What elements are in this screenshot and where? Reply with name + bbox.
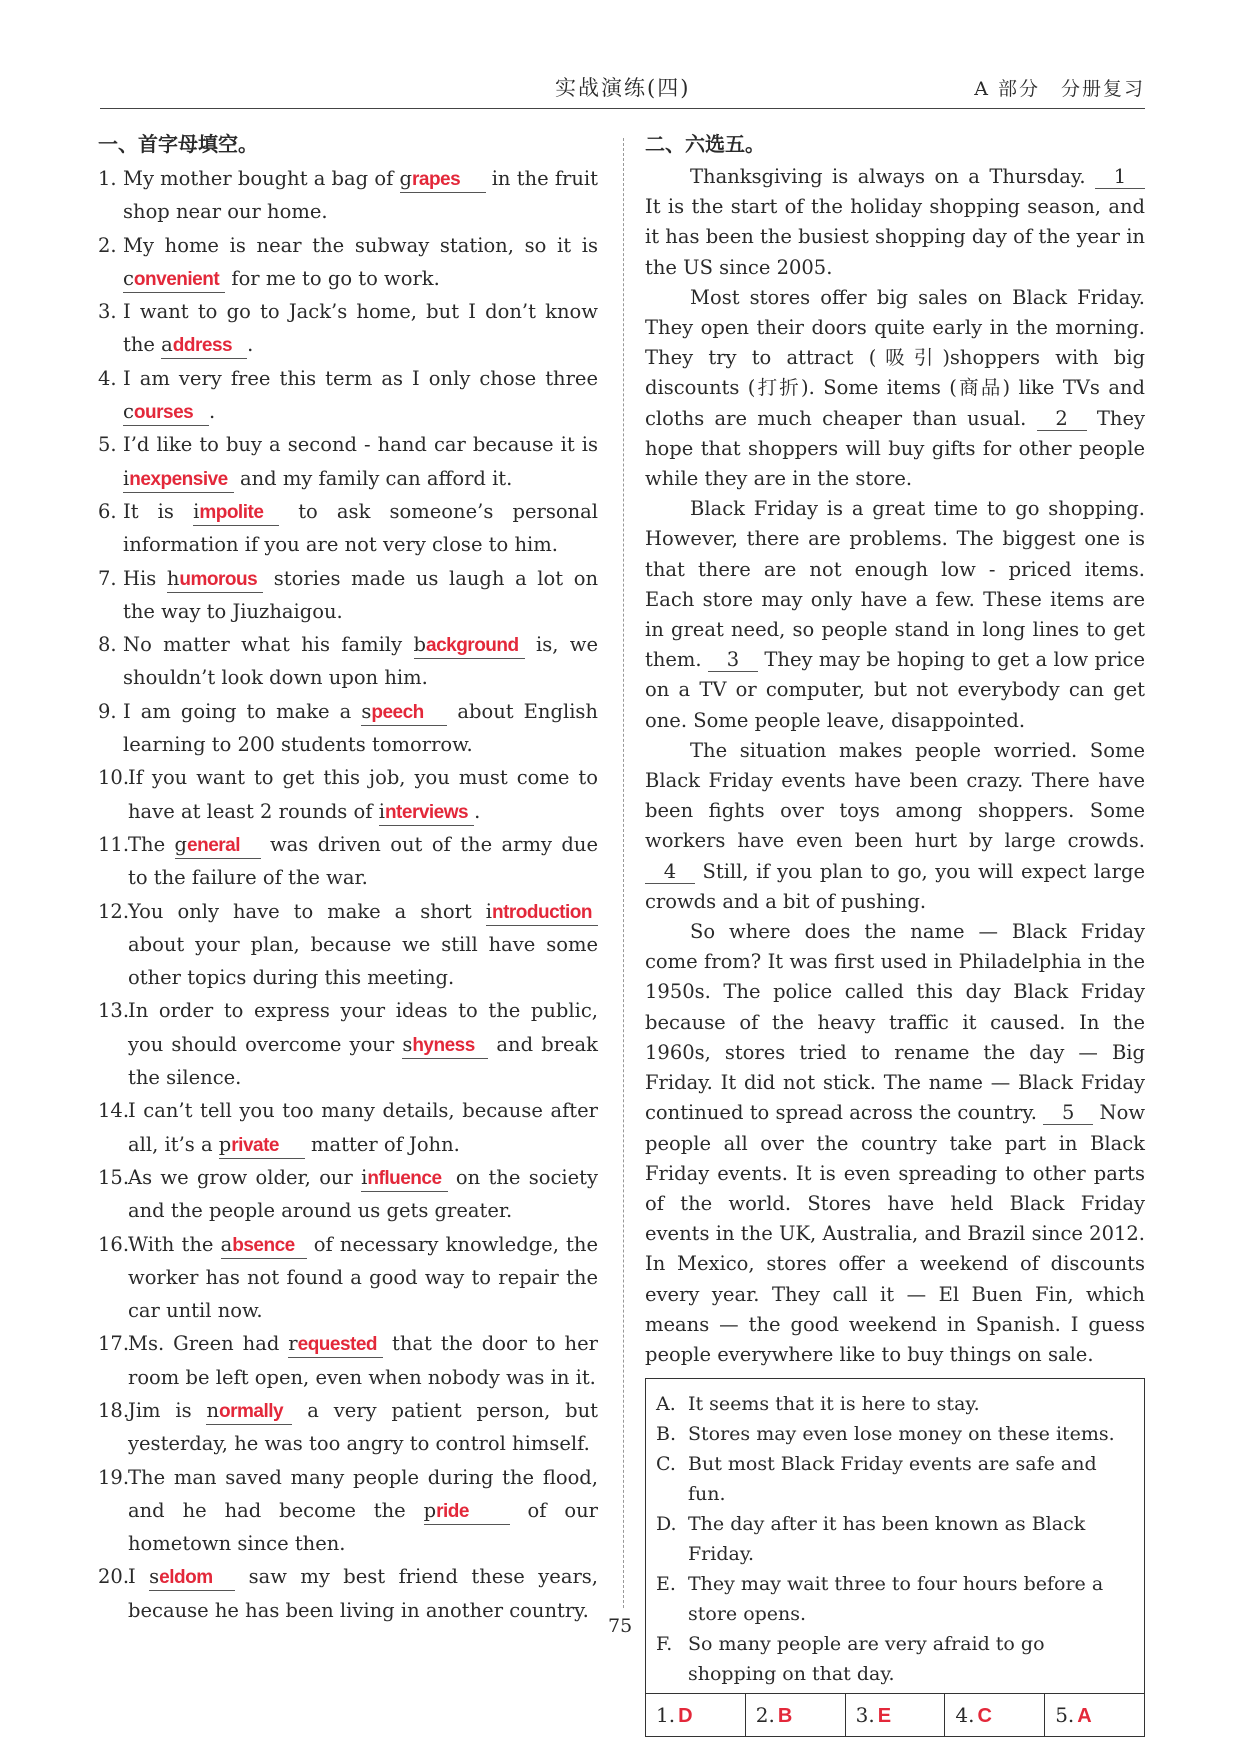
question-item: [98, 1394, 598, 1461]
first-letter: i: [485, 899, 492, 923]
passage: [645, 162, 1145, 1370]
answer-blank: [400, 167, 486, 193]
answer-blank: [402, 1033, 488, 1059]
answer-number: 4.: [955, 1703, 975, 1728]
question-number: 8.: [98, 633, 117, 657]
answer-cell: [746, 1694, 846, 1736]
question-text: [98, 1461, 598, 1561]
paragraph-text: Thanksgiving is always on a Thursday.: [690, 165, 1086, 188]
question-item: [98, 1461, 598, 1561]
section-label: A 部分 分册复习: [974, 78, 1145, 100]
question-number: 9.: [98, 699, 117, 723]
question-pre: The: [128, 832, 175, 856]
question-number: 10.: [98, 766, 130, 790]
question-post: was driven out of the army due to the failure of the war.: [128, 832, 598, 890]
header-rule: [100, 108, 1145, 109]
answer-blank: [149, 1565, 235, 1591]
question-post: saw my best friend these years, because he has been living in another country.: [128, 1565, 598, 1622]
part2-reading: [645, 128, 1145, 1737]
question-number: 2.: [98, 233, 117, 257]
question-item: [98, 1327, 598, 1394]
question-pre: My mother bought a bag of: [123, 167, 400, 190]
option-text: So many people are very afraid to go shopping on that day.: [688, 1633, 1045, 1686]
option-item: [656, 1509, 1134, 1569]
first-letter: r: [288, 1332, 298, 1356]
answer-cell: [945, 1694, 1045, 1736]
question-post: of our hometown since then.: [128, 1498, 598, 1556]
question-item: [98, 761, 598, 828]
option-text: The day after it has been known as Black Friday.: [688, 1513, 1086, 1566]
question-list: [98, 162, 598, 1627]
question-number: 7.: [98, 566, 117, 590]
question-post: to ask someone’s personal information if you are not very close to him.: [123, 499, 599, 557]
answer-fill: ackground: [426, 635, 519, 657]
answer-fill: eneral: [187, 834, 240, 856]
question-post: and my family can afford it.: [233, 466, 513, 490]
answer-fill: onvenient: [133, 268, 220, 290]
option-letter: B.: [656, 1423, 677, 1446]
question-number: 13.: [98, 999, 130, 1023]
option-list: [646, 1379, 1144, 1693]
answer-letter: D: [678, 1705, 693, 1728]
first-letter: n: [206, 1398, 220, 1422]
question-item: [98, 362, 598, 429]
question-text: [98, 828, 598, 895]
passage-paragraph: [645, 736, 1145, 917]
question-post: a very patient person, but yesterday, he was too angry to control himself.: [128, 1398, 599, 1456]
option-item: [656, 1419, 1134, 1449]
answer-blank: [361, 1166, 447, 1192]
question-number: 11.: [98, 832, 130, 856]
passage-blank: 5: [1043, 1102, 1093, 1125]
question-text: [98, 1560, 598, 1627]
question-number: 16.: [98, 1232, 130, 1256]
question-number: 12.: [98, 899, 130, 923]
answer-fill: hyness: [412, 1034, 475, 1056]
question-number: 5.: [98, 433, 117, 457]
question-text: [98, 1228, 598, 1328]
question-text: [98, 162, 598, 229]
answer-fill: bsence: [232, 1234, 295, 1256]
answer-blank: [167, 567, 263, 593]
question-item: [98, 895, 598, 995]
option-item: [656, 1449, 1134, 1509]
question-pre: I can’t tell you too many details, because after all, it’s a: [128, 1099, 598, 1156]
question-number: 6.: [98, 499, 117, 523]
question-pre: I am very free this term as I only chose three: [123, 366, 598, 390]
question-post: .: [209, 400, 216, 424]
option-letter: A.: [656, 1393, 676, 1416]
question-pre: Ms. Green had: [128, 1332, 289, 1356]
page-title: 实战演练(四): [555, 76, 691, 100]
passage-blank: 2: [1037, 408, 1087, 431]
option-text: But most Black Friday events are safe and fun.: [688, 1453, 1097, 1506]
answer-fill: rivate: [231, 1134, 279, 1156]
answer-blank: [288, 1332, 383, 1358]
answer-number: 5.: [1055, 1703, 1075, 1728]
paragraph-text: It is the start of the holiday shopping season, and it has been the busiest shopping day of the year in the US since 2005.: [645, 195, 1145, 279]
option-letter: F.: [656, 1633, 673, 1656]
question-item: [98, 562, 598, 629]
question-number: 4.: [98, 366, 117, 390]
question-number: 14.: [98, 1099, 130, 1123]
answer-grid: [646, 1693, 1144, 1736]
answer-fill: rapes: [411, 169, 461, 190]
question-pre: If you want to get this job, you must come to have at least 2 rounds of: [128, 766, 598, 823]
question-text: [98, 295, 598, 362]
question-item: [98, 1560, 598, 1627]
paragraph-text: They hope that shoppers will buy gifts for other people while they are in the store.: [645, 406, 1145, 491]
answer-fill: nterviews: [384, 801, 469, 823]
answer-blank: [486, 900, 598, 926]
question-number: 15.: [98, 1165, 130, 1189]
passage-paragraph: [645, 283, 1145, 494]
part2-title: 二、六选五。: [645, 132, 765, 156]
question-item: [98, 162, 598, 229]
question-text: [98, 495, 598, 562]
question-post: about your plan, because we still have some other topics during this meeting.: [128, 932, 598, 990]
question-number: 19.: [98, 1465, 130, 1489]
question-pre: My home is near the subway station, so it is: [123, 233, 598, 257]
question-text: [98, 628, 598, 695]
question-pre: The man saved many people during the flood, and he had become the: [128, 1465, 598, 1522]
question-item: [98, 695, 598, 762]
first-letter: p: [218, 1132, 232, 1156]
first-letter: s: [149, 1565, 160, 1589]
question-item: [98, 495, 598, 562]
question-text: [98, 1394, 598, 1461]
question-item: [98, 628, 598, 695]
first-letter: g: [399, 167, 412, 190]
part1-title: 一、首字母填空。: [98, 132, 258, 156]
question-text: [98, 1161, 598, 1228]
answer-letter: C: [977, 1705, 992, 1728]
question-post: matter of John.: [304, 1132, 460, 1156]
first-letter: a: [161, 333, 173, 357]
paragraph-text: So where does the name — Black Friday come from? It was first used in Philadelphia in the 1950s. The police called this day Black Friday because of the heavy traffic it caused. In the 1960s, stores tried to rename the day — Big Friday. It did not stick. The name — Black Friday continued to spread across the country.: [645, 920, 1145, 1125]
answer-blank: [123, 467, 234, 493]
question-number: 20.: [98, 1565, 130, 1589]
question-post: about English learning to 200 students tomorrow.: [123, 699, 598, 757]
question-item: [98, 428, 598, 495]
paragraph-text: Black Friday is a great time to go shopping. However, there are problems. The biggest one is that there are not enough low - priced items. Each store may only have a few. These items are in great need, so people stand in long lines to get them.: [645, 497, 1145, 672]
paragraph-text: The situation makes people worried. Some Black Friday events have been crazy. There have been fights over toys among shoppers. Some workers have even been hurt by large crowds.: [645, 738, 1145, 853]
question-post: stories made us laugh a lot on the way to Jiuzhaigou.: [123, 566, 599, 623]
question-post: in the fruit shop near our home.: [123, 167, 598, 224]
answer-blank: [123, 400, 209, 426]
answer-letter: B: [777, 1705, 793, 1728]
passage-paragraph: [645, 494, 1145, 736]
option-item: [656, 1569, 1134, 1629]
question-text: [98, 695, 598, 762]
column-divider: [623, 138, 624, 1608]
question-text: [98, 362, 598, 429]
question-text: [98, 1327, 598, 1394]
first-letter: s: [361, 699, 372, 723]
answer-letter: A: [1077, 1705, 1092, 1728]
option-text: It seems that it is here to stay.: [688, 1393, 980, 1416]
question-pre: In order to express your ideas to the public, you should overcome your: [128, 999, 598, 1056]
question-number: 17.: [98, 1332, 130, 1356]
passage-blank: 1: [1095, 166, 1145, 189]
paragraph-text: Now people all over the country take part in Black Friday events. It is even spreading to other parts of the world. Stores have held Black Friday events in the UK, Australia, and Brazil since 2012. In Mexico, stores offer a weekend of discounts every year. They call it — El Buen Fin, which means — the good weekend in Spanish. I guess people everywhere like to buy things on sale.: [645, 1101, 1146, 1366]
answer-fill: ride: [436, 1500, 469, 1522]
answer-number: 1.: [656, 1703, 676, 1728]
answer-fill: ormally: [219, 1400, 284, 1422]
first-letter: i: [123, 466, 130, 490]
question-item: [98, 295, 598, 362]
answer-fill: peech: [371, 701, 424, 723]
first-letter: g: [174, 832, 188, 856]
question-number: 18.: [98, 1398, 130, 1422]
option-letter: D.: [656, 1513, 677, 1536]
first-letter: i: [361, 1165, 368, 1189]
question-post: is, we shouldn’t look down upon him.: [123, 633, 598, 690]
option-item: [656, 1629, 1134, 1689]
answer-blank: [219, 1133, 305, 1159]
answer-blank: [414, 633, 525, 659]
answer-cell: [1045, 1694, 1144, 1736]
answer-fill: mpolite: [199, 501, 264, 523]
question-item: [98, 994, 598, 1094]
option-item: [656, 1389, 1134, 1419]
question-text: [98, 562, 598, 629]
answer-number: 2.: [755, 1703, 775, 1728]
option-letter: C.: [656, 1453, 676, 1476]
question-post: for me to go to work.: [225, 266, 440, 290]
passage-paragraph: [645, 917, 1145, 1370]
answer-blank: [361, 700, 447, 726]
options-box: [645, 1378, 1145, 1737]
answer-fill: umorous: [179, 568, 258, 590]
question-text: [98, 1094, 598, 1161]
answer-letter: E: [877, 1705, 892, 1728]
question-pre: His: [123, 566, 167, 590]
question-pre: Jim is: [128, 1398, 207, 1422]
question-pre: I want to go to Jack’s home, but I don’t know the: [123, 300, 598, 357]
first-letter: p: [423, 1498, 437, 1522]
first-letter: s: [402, 1032, 413, 1056]
paragraph-text: They may be hoping to get a low price on a TV or computer, but not everybody can get one. Some people leave, disappointed.: [645, 648, 1146, 732]
paragraph-text: Still, if you plan to go, you will expect large crowds and a bit of pushing.: [645, 859, 1145, 913]
question-item: [98, 1094, 598, 1161]
page-header: [100, 66, 1145, 106]
question-text: [98, 428, 598, 495]
question-post: .: [247, 333, 254, 357]
question-pre: With the: [128, 1232, 221, 1256]
question-post: .: [474, 799, 481, 823]
question-text: [98, 994, 598, 1094]
part1-fill-in-blanks: [98, 128, 598, 1627]
question-post: and break the silence.: [128, 1032, 598, 1090]
answer-blank: [161, 333, 247, 359]
first-letter: a: [220, 1232, 233, 1256]
question-item: [98, 1161, 598, 1228]
question-item: [98, 229, 598, 296]
answer-blank: [123, 267, 225, 293]
paragraph-text: Most stores offer big sales on Black Friday. They open their doors quite early in the morning. They try to attract (吸引)shoppers with big discounts (打折). Some items (商品) like TVs and cloths are much cheaper than usual.: [645, 285, 1145, 430]
page-number: 75: [608, 1615, 633, 1637]
answer-blank: [193, 500, 279, 526]
question-post: of necessary knowledge, the worker has not found a good way to repair the car until now.: [128, 1232, 598, 1323]
question-item: [98, 1228, 598, 1328]
question-post: that the door to her room be left open, even when nobody was in it.: [128, 1332, 598, 1389]
passage-paragraph: [645, 162, 1145, 283]
answer-fill: ntroduction: [491, 901, 592, 923]
first-letter: c: [123, 266, 134, 290]
question-number: 1.: [98, 167, 117, 190]
first-letter: i: [193, 499, 200, 523]
answer-fill: equested: [297, 1334, 378, 1356]
answer-blank: [221, 1233, 307, 1259]
question-pre: You only have to make a short: [128, 899, 486, 923]
first-letter: h: [166, 566, 180, 590]
question-text: [98, 895, 598, 995]
first-letter: c: [123, 400, 134, 424]
option-text: They may wait three to four hours before a store opens.: [688, 1573, 1104, 1626]
question-item: [98, 828, 598, 895]
answer-number: 3.: [855, 1703, 875, 1728]
question-text: [98, 229, 598, 296]
question-text: [98, 761, 598, 828]
first-letter: b: [413, 633, 426, 657]
question-pre: I’d like to buy a second - hand car because it is: [123, 433, 598, 457]
answer-blank: [424, 1499, 510, 1525]
answer-blank: [379, 800, 474, 826]
answer-fill: nfluence: [367, 1167, 442, 1189]
question-pre: As we grow older, our: [128, 1165, 362, 1189]
answer-blank: [175, 833, 261, 859]
question-pre: It is: [123, 499, 194, 523]
answer-fill: ourses: [133, 402, 194, 424]
answer-fill: eldom: [159, 1567, 213, 1589]
answer-cell: [646, 1694, 746, 1736]
answer-fill: nexpensive: [129, 468, 228, 490]
first-letter: i: [378, 799, 385, 823]
answer-fill: ddress: [172, 335, 233, 357]
question-pre: I am going to make a: [123, 699, 362, 723]
question-number: 3.: [98, 300, 117, 324]
answer-blank: [206, 1399, 292, 1425]
option-letter: E.: [656, 1573, 676, 1596]
question-pre: I: [128, 1565, 150, 1589]
question-pre: No matter what his family: [123, 633, 414, 657]
passage-blank: 3: [708, 649, 758, 672]
answer-cell: [846, 1694, 946, 1736]
passage-blank: 4: [645, 861, 695, 884]
question-post: on the society and the people around us gets greater.: [128, 1165, 598, 1223]
option-text: Stores may even lose money on these items.: [688, 1423, 1115, 1446]
